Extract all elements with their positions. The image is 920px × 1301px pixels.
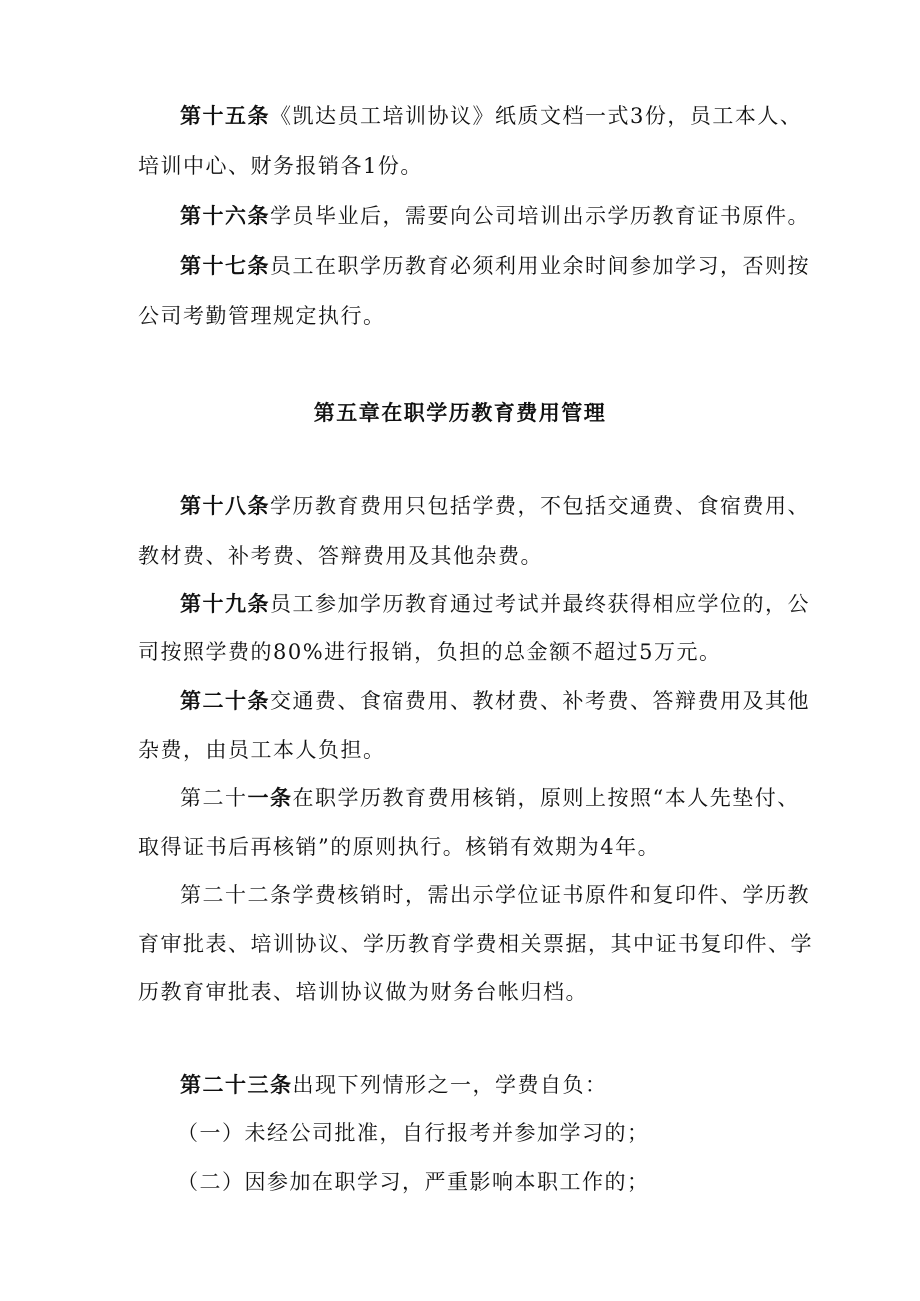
article-20-cont: 杂费，由员工本人负担。 [138, 738, 386, 762]
article-text: 出现下列情形之一，学费自负： [292, 1073, 608, 1097]
article-22-cont-1: 育审批表、培训协议、学历教育学费相关票据，其中证书复印件、学 [138, 932, 813, 956]
chapter-title: 第五章在职学历教育费用管理 [313, 400, 607, 425]
article-21-cont: 取得证书后再核销”的原则执行。核销有效期为4年。 [138, 835, 661, 859]
article-text: 学员毕业后，需要向公司培训出示学历教育证书原件。 [270, 204, 810, 228]
article-18 [180, 490, 810, 520]
article-21 [180, 782, 800, 812]
article-19-cont: 司按照学费的80%进行报销，负担的总金额不超过5万元。 [138, 640, 722, 664]
article-23 [180, 1069, 608, 1099]
article-15-cont: 培训中心、财务报销各1份。 [138, 154, 423, 178]
article-text: 员工在职学历教育必须利用业余时间参加学习，否则按 [270, 254, 810, 278]
article-17-cont: 公司考勤管理规定执行。 [138, 304, 386, 328]
article-label-plain: 第二十 [180, 786, 248, 810]
article-label: 第十六条 [180, 203, 270, 228]
article-label: 第十九条 [180, 591, 270, 616]
article-label: 第二十条 [180, 688, 270, 713]
article-label: 第十八条 [180, 493, 270, 518]
article-label: 第十七条 [180, 253, 270, 278]
article-22: 第二十二条学费核销时，需出示学位证书原件和复印件、学历教 [180, 883, 810, 907]
article-text: 员工参加学历教育通过考试并最终获得相应学位的，公 [270, 592, 810, 616]
article-label: 第二十三条 [180, 1072, 293, 1097]
article-text: 《凯达员工培训协议》纸质文档一式3份，员工本人、 [270, 104, 803, 128]
article-text: 在职学历教育费用核销，原则上按照“本人先垫付、 [292, 786, 800, 810]
article-16 [180, 200, 810, 230]
article-label: 第十五条 [180, 103, 270, 128]
article-text: 交通费、食宿费用、教材费、补考费、答辩费用及其他 [270, 689, 810, 713]
list-item-1: （一）未经公司批准，自行报考并参加学习的； [177, 1121, 650, 1145]
article-18-cont: 教材费、补考费、答辩费用及其他杂费。 [138, 544, 543, 568]
article-15 [180, 100, 802, 130]
article-label: 一条 [247, 785, 293, 810]
article-19 [180, 588, 810, 618]
list-item-2: （二）因参加在职学习，严重影响本职工作的； [177, 1170, 650, 1194]
article-17 [180, 250, 810, 280]
article-20 [180, 685, 810, 715]
article-22-cont-2: 历教育审批表、培训协议做为财务台帐归档。 [138, 980, 588, 1004]
article-text: 学历教育费用只包括学费，不包括交通费、食宿费用、 [270, 494, 810, 518]
